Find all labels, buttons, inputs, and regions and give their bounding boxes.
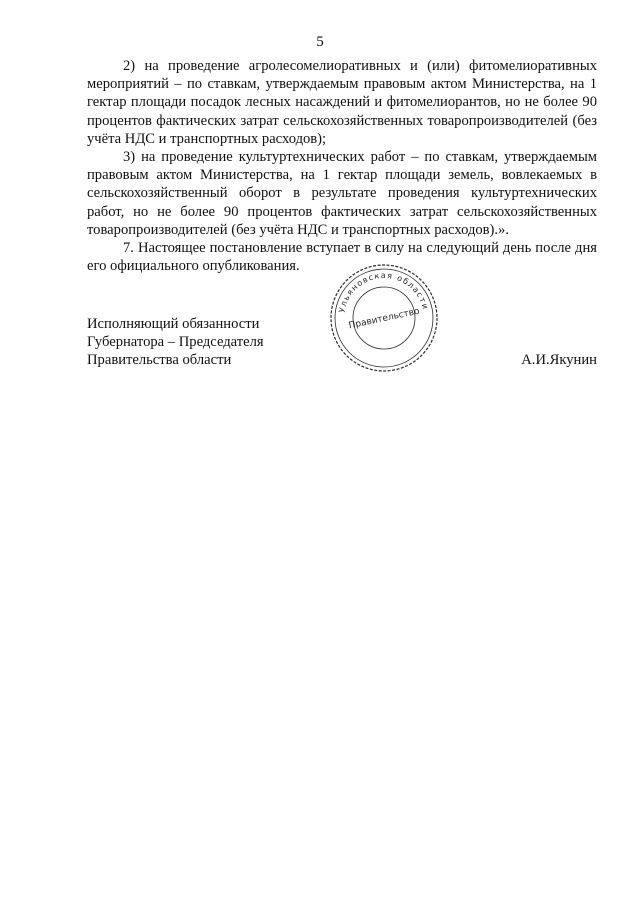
signatory-position-line-1: Исполняющий обязанности: [87, 316, 260, 332]
signatory-position-line-2: Губернатора – Председателя: [87, 334, 264, 351]
document-body: [87, 57, 597, 275]
stamp-ring-text: Ульяновская области: [337, 270, 431, 314]
signatory-name: А.И.Якунин: [521, 352, 597, 369]
signature-block: [87, 315, 597, 370]
paragraph-clause-7: 7. Настоящее постановление вступает в силу на следующий день после дня его официального опубликования.: [87, 240, 597, 275]
page-number: 5: [316, 34, 324, 50]
paragraph-item-3: 3) на проведение культуртехнических работ – по ставкам, утверждаемым правовым актом Министерства, на 1 гектар площади земель, вовлекаемых в сельскохозяйственный оборот в результате проведения культуртехнических работ, но не более 90 процентов фактических затрат сельскохозяйственных товаропроизводителей (без учёта НДС и транспортных расходов).».: [87, 149, 597, 238]
stamp-center-text: Правительство: [347, 306, 421, 332]
paragraph-item-2: 2) на проведение агролесомелиоративных и (или) фитомелиоративных мероприятий – по ставкам, утверждаемым правовым актом Министерства, на 1 гектар площади посадок лесных насаждений и фитомелиорантов, но не более 90 процентов фактических затрат сельскохозяйственных товаропроизводителей (без учёта НДС и транспортных расходов);: [87, 58, 597, 147]
signatory-position-line-3: Правительства области: [87, 352, 232, 369]
